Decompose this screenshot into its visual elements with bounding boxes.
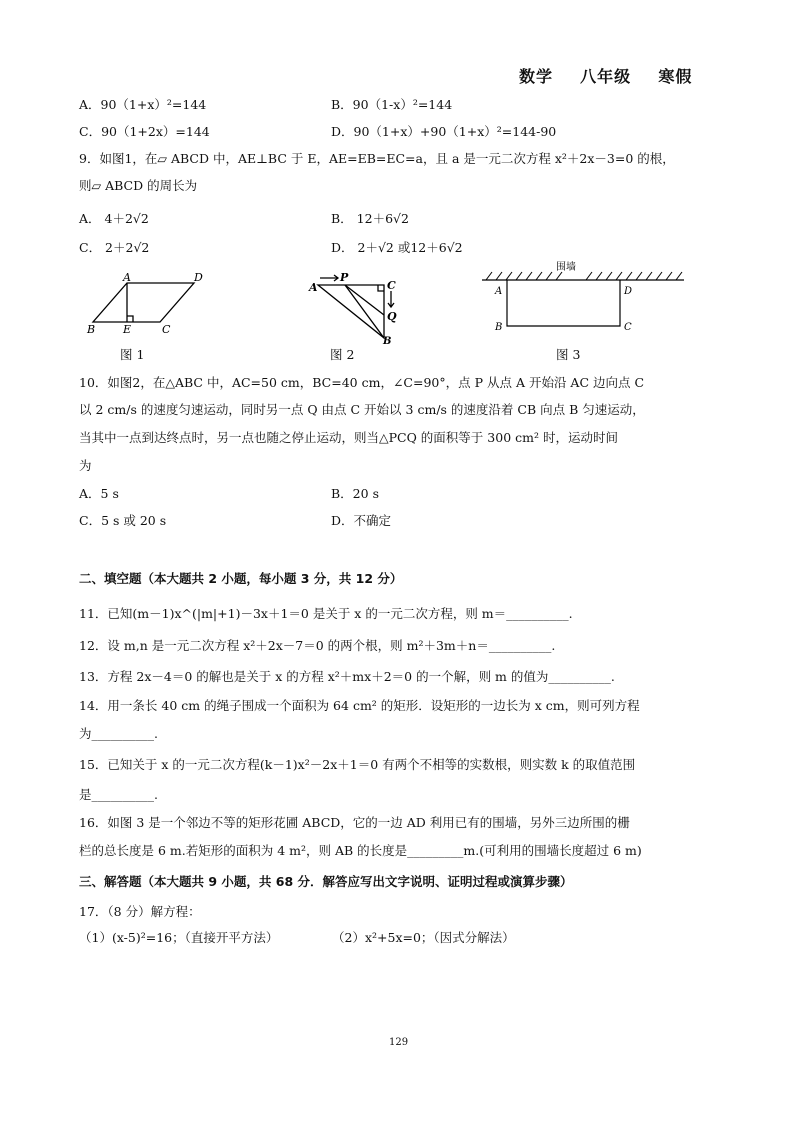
header-grade: 八年级	[580, 67, 632, 86]
q17-title: 17．（8 分）解方程：	[79, 904, 201, 919]
q10-option-d: D．不确定	[331, 513, 392, 528]
right-angle-c	[378, 285, 384, 291]
q14-line-1: 14．用一条长 40 cm 的绳子围成一个面积为 64 cm² 的矩形．设矩形的一边长为 x cm，则可列方程	[79, 698, 640, 713]
fig3-label-b: B	[495, 322, 503, 333]
q14-line-2: 为__________.	[79, 726, 158, 741]
q8-option-d: D．90（1+x）+90（1+x）²=144-90	[331, 124, 557, 139]
q10-line-3: 当其中一点到达终点时，另一点也随之停止运动，则当△PCQ 的面积等于 300 cm² 时，运动时间	[79, 430, 618, 445]
q10-line-4: 为	[79, 458, 92, 473]
q17-part-1: （1）(x-5)²=16；（直接开平方法）	[79, 930, 279, 945]
figures-row	[0, 258, 794, 348]
q17-part-2: （2）x²+5x=0；（因式分解法）	[332, 930, 515, 945]
fig3-label-a: A	[495, 286, 503, 297]
fig2-label-a: A	[309, 281, 318, 294]
fig2-label-b: B	[383, 336, 392, 347]
q8-option-a: A．90（1+x）²=144	[79, 97, 207, 112]
q10-option-a: A．5 s	[79, 486, 119, 501]
q9-line-2: 则▱ ABCD 的周长为	[79, 178, 198, 193]
q9-option-d: D． 2＋√2 或12＋6√2	[331, 240, 463, 255]
q15-line-1: 15．已知关于 x 的一元二次方程(k－1)x²－2x＋1＝0 有两个不相等的实数根，则实数 k 的取值范围	[79, 757, 636, 772]
fig1-label-e: E	[123, 323, 132, 336]
page-number: 129	[389, 1037, 409, 1048]
section-2-title: 二、填空题（本大题共 2 小题，每小题 3 分，共 12 分）	[79, 571, 403, 586]
header-term: 寒假	[658, 67, 693, 86]
q16-line-1: 16．如图 3 是一个邻边不等的矩形花圃 ABCD，它的一边 AD 利用已有的围墙，另外三边所围的栅	[79, 815, 630, 830]
q10-line-1: 10．如图2，在△ABC 中，AC=50 cm，BC=40 cm，∠C=90°，点 P 从点 A 开始沿 AC 边向点 C	[79, 375, 645, 390]
fig1-label-a: A	[123, 271, 131, 284]
q13-text: 13．方程 2x－4＝0 的解也是关于 x 的方程 x²＋mx＋2＝0 的一个解，则 m 的值为__________.	[79, 669, 615, 684]
section-3-title: 三、解答题（本大题共 9 小题，共 68 分．解答应写出文字说明、证明过程或演算步骤）	[79, 874, 573, 889]
fig3-wall-label: 围墙	[556, 262, 576, 273]
q12-text: 12．设 m,n 是一元二次方程 x²＋2x－7＝0 的两个根，则 m²＋3m＋n＝__________.	[79, 638, 556, 653]
right-angle-mark	[127, 316, 133, 322]
header-subject: 数学	[519, 67, 554, 86]
q15-line-2: 是__________.	[79, 787, 158, 802]
fig1-label-d: D	[194, 271, 203, 284]
fig3-label-c: C	[624, 322, 632, 333]
figure-2-caption: 图 2	[330, 347, 355, 362]
q10-line-2: 以 2 cm/s 的速度匀速运动，同时另一点 Q 由点 C 开始以 3 cm/s 的速度沿着 CB 向点 B 匀速运动，	[79, 402, 645, 417]
q10-option-c: C．5 s 或 20 s	[79, 513, 167, 528]
q9-option-c: C． 2＋2√2	[79, 240, 150, 255]
q8-option-b: B．90（1-x）²=144	[331, 97, 453, 112]
q16-line-2: 栏的总长度是 6 m.若矩形的面积为 4 m²，则 AB 的长度是_________m.(可利用的围墙长度超过 6 m)	[79, 843, 642, 858]
figure-1-parallelogram	[93, 283, 194, 322]
q10-option-b: B．20 s	[331, 486, 379, 501]
figure-2-triangle	[318, 275, 394, 338]
wall-hatching	[486, 272, 682, 280]
q9-option-b: B． 12＋6√2	[331, 211, 409, 226]
fence-rectangle	[507, 280, 620, 326]
fig1-label-c: C	[162, 323, 171, 336]
fig3-label-d: D	[624, 286, 633, 297]
q9-line-1: 9．如图1，在▱ ABCD 中，AE⊥BC 于 E，AE=EB=EC=a，且 a 是一元二次方程 x²＋2x－3=0 的根，	[79, 151, 675, 166]
parallelogram-abcd	[93, 283, 194, 322]
q8-option-c: C．90（1+2x）=144	[79, 124, 210, 139]
fig2-label-p: P	[340, 271, 349, 284]
q9-option-a: A． 4＋2√2	[79, 211, 149, 226]
figure-3-caption: 图 3	[556, 347, 581, 362]
page-header	[519, 64, 692, 87]
fig1-label-b: B	[87, 323, 96, 336]
fig2-label-c: C	[387, 279, 396, 292]
figure-1-caption: 图 1	[120, 347, 145, 362]
q11-text: 11．已知(m－1)x^(|m|+1)－3x＋1＝0 是关于 x 的一元二次方程，则 m＝__________.	[79, 606, 573, 621]
figure-3-fence	[482, 272, 684, 326]
fig2-label-q: Q	[387, 310, 397, 323]
